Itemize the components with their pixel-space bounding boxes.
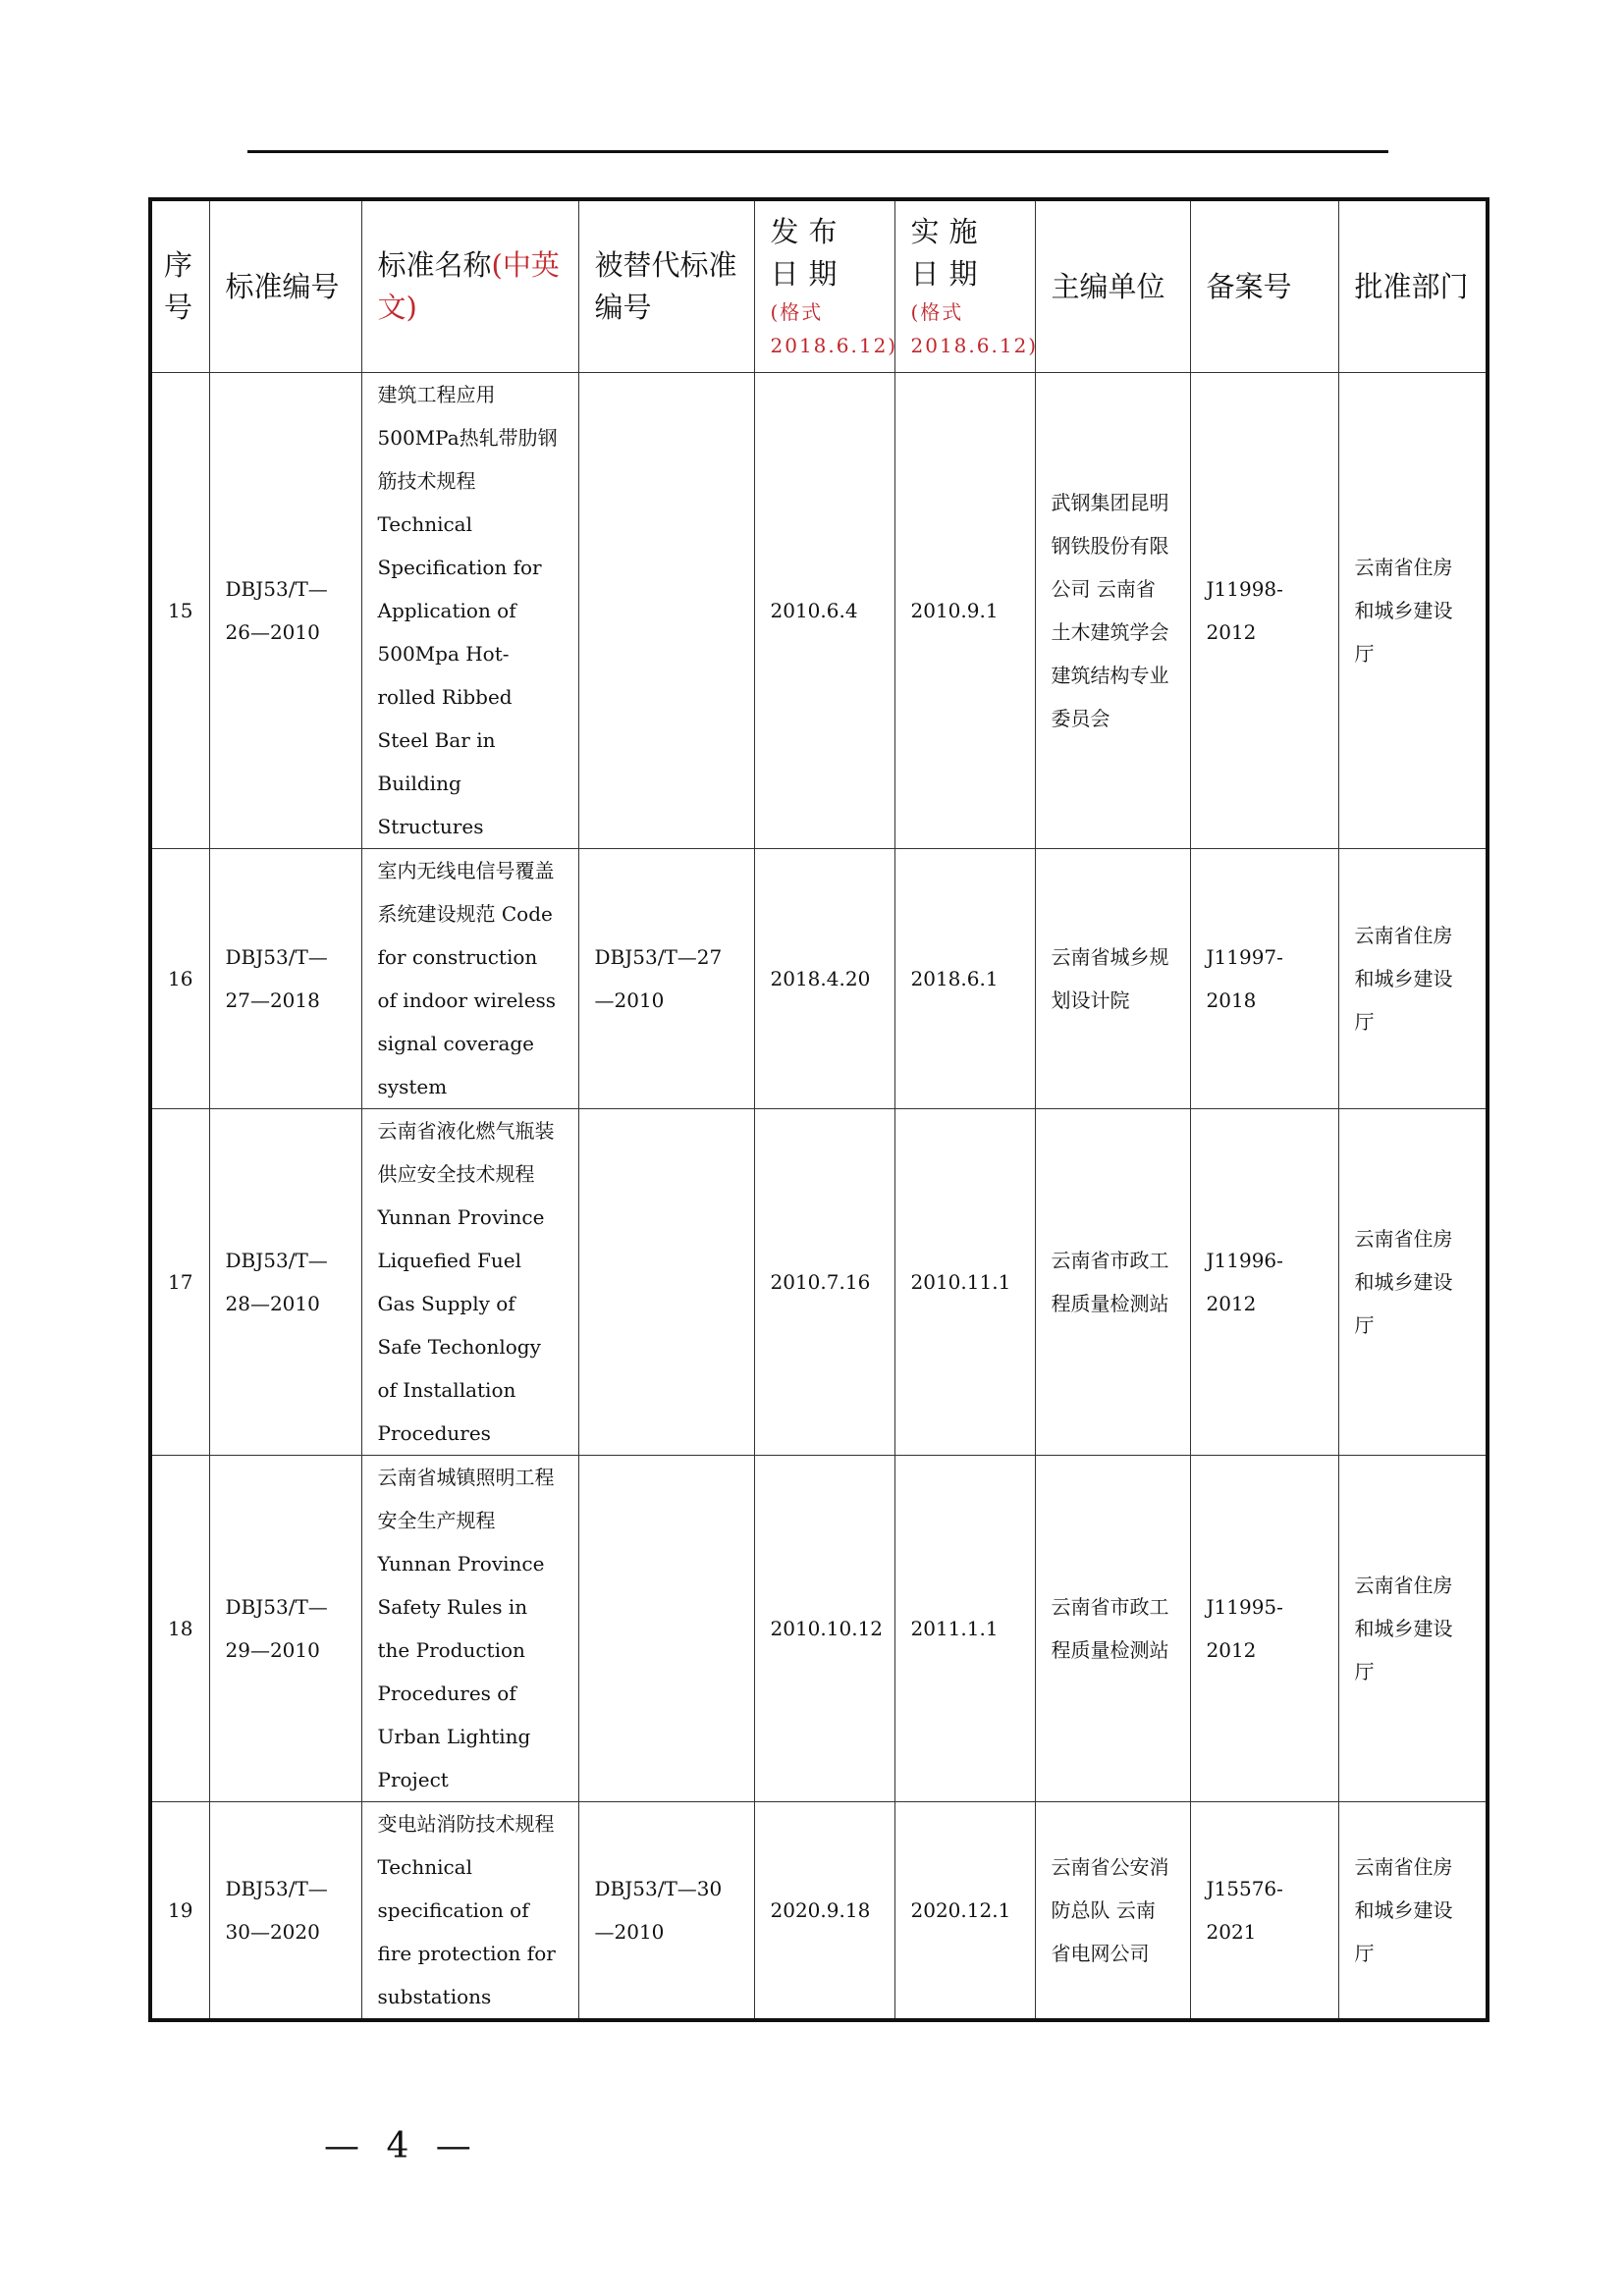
row-dept: 云南省住房和城乡建设厅 [1338,1802,1488,2021]
row-replaced [578,373,754,849]
row-code: DBJ53/T—28—2010 [209,1109,361,1456]
table-row [150,1802,1488,2021]
row-editor: 云南省市政工程质量检测站 [1035,1109,1190,1456]
page-number: — 4 — [324,2126,479,2166]
row-replaced: DBJ53/T—27—2010 [578,849,754,1109]
table-row [150,849,1488,1109]
row-editor: 云南省市政工程质量检测站 [1035,1456,1190,1802]
row-code: DBJ53/T—30—2020 [209,1802,361,2021]
header-code: 标准编号 [209,199,361,373]
table-row [150,373,1488,849]
table-row [150,1456,1488,1802]
row-idx: 18 [150,1456,209,1802]
row-impl-date: 2010.9.1 [894,373,1035,849]
row-editor: 云南省公安消防总队 云南省电网公司 [1035,1802,1190,2021]
row-name: 云南省液化燃气瓶装供应安全技术规程 Yunnan Province Liquefied Fuel Gas Supply of Safe Techonlogy of Installation Procedures [361,1109,578,1456]
header-editor: 主编单位 [1035,199,1190,373]
row-pub-date: 2010.6.4 [754,373,894,849]
row-pub-date: 2018.4.20 [754,849,894,1109]
header-rule [247,150,1388,153]
row-name: 云南省城镇照明工程安全生产规程 Yunnan Province Safety Rules in the Production Procedures of Urban Lighting Project [361,1456,578,1802]
header-pub-date [754,199,898,373]
row-editor: 云南省城乡规划设计院 [1035,849,1190,1109]
header-dept: 批准部门 [1338,199,1488,373]
header-name-note: (中英文) [377,248,560,324]
row-editor: 武钢集团昆明钢铁股份有限公司 云南省土木建筑学会建筑结构专业委员会 [1035,373,1190,849]
row-pub-date: 2020.9.18 [754,1802,894,2021]
row-record: J11996-2012 [1190,1109,1338,1456]
header-impl-date [894,199,1039,373]
header-name [361,199,578,373]
row-pub-date: 2010.7.16 [754,1109,894,1456]
header-impl-label: 实施日期 [910,215,988,291]
table-row [150,1109,1488,1456]
header-idx: 序号 [150,199,209,373]
row-code: DBJ53/T—26—2010 [209,373,361,849]
row-replaced: DBJ53/T—30—2010 [578,1802,754,2021]
row-idx: 15 [150,373,209,849]
header-pub-note: (格式 2018.6.12) [770,300,898,357]
row-impl-date: 2020.12.1 [894,1802,1035,2021]
header-row [150,199,1488,373]
row-idx: 17 [150,1109,209,1456]
row-replaced [578,1109,754,1456]
row-pub-date: 2010.10.12 [754,1456,894,1802]
header-pub-label: 发布日期 [770,215,847,291]
row-idx: 19 [150,1802,209,2021]
row-impl-date: 2018.6.1 [894,849,1035,1109]
row-record: J11998-2012 [1190,373,1338,849]
row-record: J11997-2018 [1190,849,1338,1109]
header-record: 备案号 [1190,199,1338,373]
row-dept: 云南省住房和城乡建设厅 [1338,1109,1488,1456]
row-idx: 16 [150,849,209,1109]
row-impl-date: 2011.1.1 [894,1456,1035,1802]
header-impl-note: (格式 2018.6.12) [910,300,1039,357]
row-dept: 云南省住房和城乡建设厅 [1338,849,1488,1109]
row-record: J15576-2021 [1190,1802,1338,2021]
row-dept: 云南省住房和城乡建设厅 [1338,1456,1488,1802]
row-code: DBJ53/T—27—2018 [209,849,361,1109]
row-dept: 云南省住房和城乡建设厅 [1338,373,1488,849]
row-name: 建筑工程应用500MPa热轧带肋钢筋技术规程 Technical Specification for Application of 500Mpa Hot-rolled Ribbed Steel Bar in Building Structures [361,373,578,849]
row-name: 室内无线电信号覆盖系统建设规范 Code for construction of indoor wireless signal coverage system [361,849,578,1109]
row-replaced [578,1456,754,1802]
header-replaced: 被替代标准编号 [578,199,754,373]
row-impl-date: 2010.11.1 [894,1109,1035,1456]
standards-table [148,197,1489,2022]
row-name: 变电站消防技术规程 Technical specification of fire protection for substations [361,1802,578,2021]
row-code: DBJ53/T—29—2010 [209,1456,361,1802]
row-record: J11995-2012 [1190,1456,1338,1802]
header-name-main: 标准名称 [377,248,492,282]
